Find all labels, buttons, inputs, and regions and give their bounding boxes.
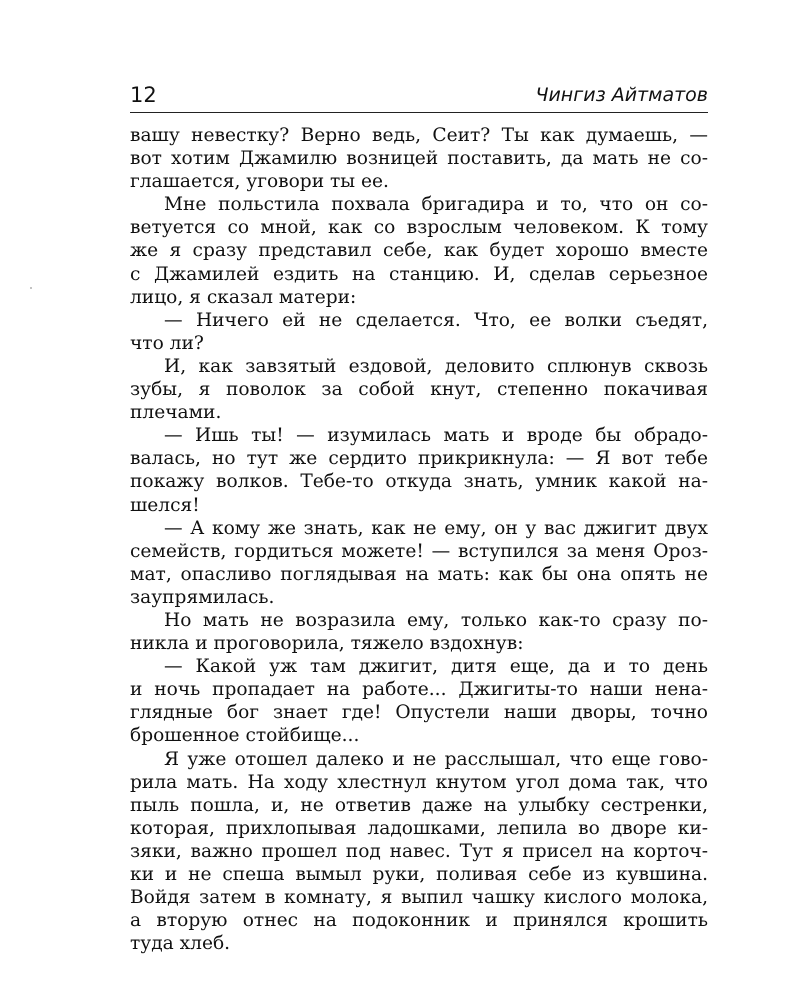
text-line: брошенное стойбище... xyxy=(130,725,360,747)
text-line: а вторую отнес на подоконник и принялся крошить xyxy=(130,910,708,932)
text-line: шелся! xyxy=(130,494,200,516)
text-line: рила мать. На ходу хлестнул кнутом угол дома так, что xyxy=(130,771,708,793)
text-line: ветуется со мной, как со взрослым человеком. К тому xyxy=(130,217,708,239)
text-line: — Какой уж там джигит, дитя еще, да и то день xyxy=(164,656,708,678)
scan-speck xyxy=(30,287,32,289)
text-line: глашается, уговори ты ее. xyxy=(130,171,389,193)
text-line: Мне польстила похвала бригадира и то, что он со- xyxy=(164,194,708,216)
text-line: и ночь пропадает на работе... Джигиты-то наши нена- xyxy=(130,679,708,701)
header-rule xyxy=(130,112,708,113)
text-line: Войдя затем в комнату, я выпил чашку кислого молока, xyxy=(130,887,708,909)
text-line: вот хотим Джамилю возницей поставить, да мать не со- xyxy=(130,148,708,170)
text-line: пыль пошла, и, не ответив даже на улыбку сестренки, xyxy=(130,794,708,816)
text-line: зубы, я поволок за собой кнут, степенно покачивая xyxy=(130,379,708,401)
text-line: глядные бог знает где! Опустели наши дворы, точно xyxy=(130,702,708,724)
text-line: валась, но тут же сердито прикрикнула: — Я вот тебе xyxy=(130,448,708,470)
text-line: ки и не спеша вымыл руки, поливая себе из кувшина. xyxy=(130,864,708,885)
body-text xyxy=(130,124,708,955)
text-line: заупрямилась. xyxy=(130,586,275,608)
running-head xyxy=(130,82,708,110)
text-line: же я сразу представил себе, как будет хорошо вместе xyxy=(130,240,708,262)
text-line: — А кому же знать, как не ему, он у вас джигит двух xyxy=(164,517,708,539)
text-line: Но мать не возразила ему, только как-то сразу по- xyxy=(164,609,708,631)
text-line: плечами. xyxy=(130,402,222,424)
text-line: Я уже отошел далеко и не расслышал, что еще гово- xyxy=(164,748,708,770)
text-line: никла и проговорила, тяжело вздохнув: xyxy=(130,633,524,655)
text-line: вашу невестку? Верно ведь, Сеит? Ты как думаешь, — xyxy=(130,125,708,146)
page-number: 12 xyxy=(130,83,157,107)
running-title: Чингиз Айтматов xyxy=(535,84,708,106)
text-line: что ли? xyxy=(130,332,204,354)
text-line: лицо, я сказал матери: xyxy=(130,286,357,308)
text-line: которая, прихлопывая ладошками, лепила во дворе ки- xyxy=(130,817,708,839)
text-line: семейств, гордиться можете! — вступился за меня Ороз- xyxy=(130,540,708,562)
text-line: зяки, важно прошел под навес. Тут я присел на корточ- xyxy=(130,840,708,862)
text-line: туда хлеб. xyxy=(130,933,231,955)
text-line: мат, опасливо поглядывая на мать: как бы она опять не xyxy=(130,563,708,585)
text-line: — Ничего ей не сделается. Что, ее волки съедят, xyxy=(164,309,708,331)
text-line: покажу волков. Тебе-то откуда знать, умник какой на- xyxy=(130,471,708,493)
text-line: с Джамилей ездить на станцию. И, сделав серьезное xyxy=(130,263,708,285)
text-line: — Ишь ты! — изумилась мать и вроде бы обрадо- xyxy=(164,425,708,447)
text-line: И, как завзятый ездовой, деловито сплюнув сквозь xyxy=(164,355,708,377)
